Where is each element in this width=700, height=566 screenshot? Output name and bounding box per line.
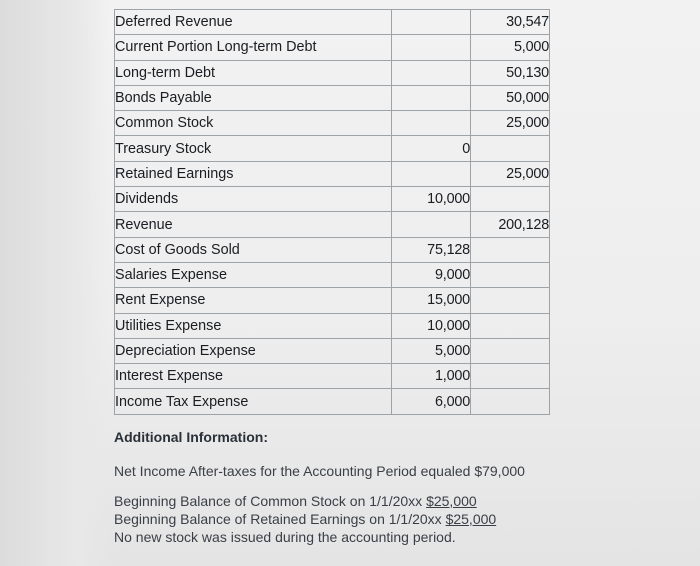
account-cell: Common Stock (115, 111, 392, 136)
additional-information (114, 428, 525, 546)
credit-cell (471, 136, 550, 161)
table-row (115, 35, 550, 60)
debit-cell: 0 (392, 136, 471, 161)
table-row (115, 389, 550, 414)
table-row (115, 85, 550, 110)
debit-cell: 10,000 (392, 187, 471, 212)
debit-cell (392, 60, 471, 85)
table-row (115, 60, 550, 85)
table-row (115, 187, 550, 212)
credit-cell: 200,128 (471, 212, 550, 237)
page-shadow (0, 0, 110, 566)
trial-balance-body (115, 10, 550, 415)
common-stock-amount: $25,000 (426, 493, 477, 509)
credit-cell: 50,130 (471, 60, 550, 85)
account-cell: Long-term Debt (115, 60, 392, 85)
table-row (115, 288, 550, 313)
table-row (115, 161, 550, 186)
additional-information-title: Additional Information: (114, 429, 268, 445)
table-row (115, 111, 550, 136)
debit-cell (392, 212, 471, 237)
account-cell: Treasury Stock (115, 136, 392, 161)
account-cell: Retained Earnings (115, 161, 392, 186)
debit-cell (392, 85, 471, 110)
account-cell: Revenue (115, 212, 392, 237)
credit-cell: 25,000 (471, 111, 550, 136)
table-row (115, 262, 550, 287)
account-cell: Depreciation Expense (115, 338, 392, 363)
account-cell: Cost of Goods Sold (115, 237, 392, 262)
table-row (115, 364, 550, 389)
account-cell: Rent Expense (115, 288, 392, 313)
table-row (115, 237, 550, 262)
debit-cell (392, 161, 471, 186)
net-income-note: Net Income After-taxes for the Accounting Period equaled $79,000 (114, 463, 525, 479)
retained-earnings-label: Beginning Balance of Retained Earnings on 1/1/20xx (114, 511, 446, 527)
common-stock-label: Beginning Balance of Common Stock on 1/1/20xx (114, 493, 427, 509)
debit-cell: 1,000 (392, 364, 471, 389)
credit-cell (471, 389, 550, 414)
debit-cell: 10,000 (392, 313, 471, 338)
table-row (115, 136, 550, 161)
credit-cell (471, 187, 550, 212)
no-new-stock-note: No new stock was issued during the accounting period. (114, 529, 456, 545)
credit-cell: 50,000 (471, 85, 550, 110)
credit-cell (471, 364, 550, 389)
account-cell: Current Portion Long-term Debt (115, 35, 392, 60)
debit-cell: 9,000 (392, 262, 471, 287)
table-row (115, 338, 550, 363)
account-cell: Bonds Payable (115, 85, 392, 110)
account-cell: Deferred Revenue (115, 10, 392, 35)
credit-cell (471, 338, 550, 363)
account-cell: Income Tax Expense (115, 389, 392, 414)
credit-cell (471, 237, 550, 262)
credit-cell (471, 262, 550, 287)
account-cell: Utilities Expense (115, 313, 392, 338)
debit-cell: 6,000 (392, 389, 471, 414)
account-cell: Interest Expense (115, 364, 392, 389)
table-row (115, 212, 550, 237)
credit-cell: 30,547 (471, 10, 550, 35)
table-row (115, 313, 550, 338)
debit-cell (392, 111, 471, 136)
credit-cell (471, 313, 550, 338)
credit-cell (471, 288, 550, 313)
debit-cell (392, 10, 471, 35)
debit-cell: 5,000 (392, 338, 471, 363)
debit-cell (392, 35, 471, 60)
retained-earnings-note (114, 510, 525, 528)
trial-balance-table (114, 9, 550, 415)
credit-cell: 5,000 (471, 35, 550, 60)
account-cell: Salaries Expense (115, 262, 392, 287)
retained-earnings-amount: $25,000 (445, 511, 497, 527)
debit-cell: 15,000 (392, 288, 471, 313)
account-cell: Dividends (115, 187, 392, 212)
common-stock-note (114, 492, 525, 510)
debit-cell: 75,128 (392, 237, 471, 262)
credit-cell: 25,000 (471, 161, 550, 186)
table-row (115, 10, 550, 35)
